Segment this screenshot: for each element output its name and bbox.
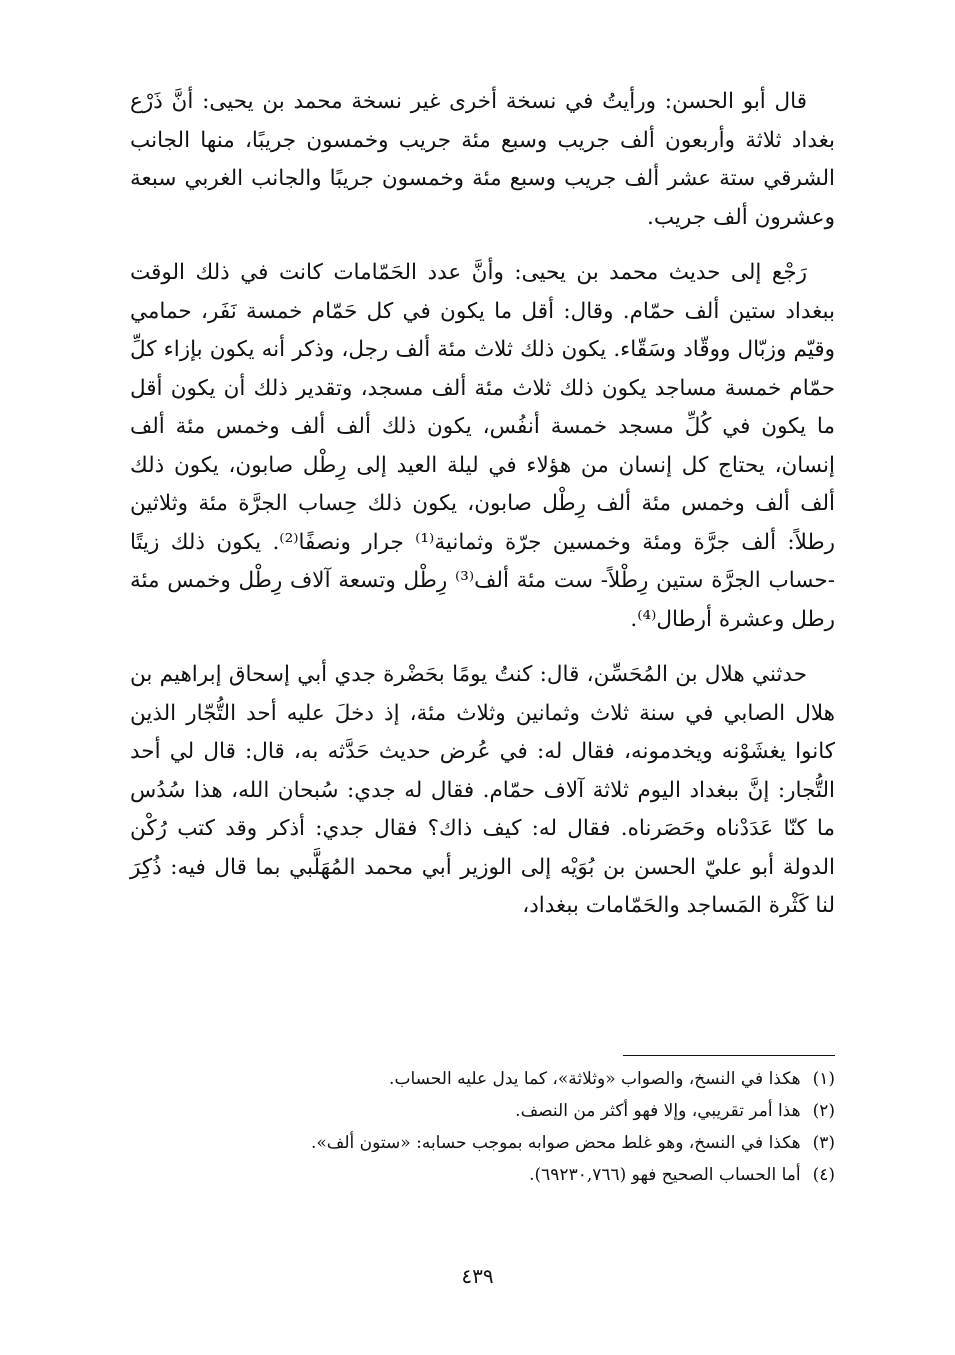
footnote-text: هذا أمر تقريبي، وإلا فهو أكثر من النصف. [515, 1101, 801, 1121]
paragraph-3: حدثني هلال بن المُحَسِّن، قال: كنتُ يومًا بحَضْرة جدي أبي إسحاق إبراهيم بن هلال الصابي في سنة ثلاث وثمانين وثلاث مئة، إذ دخلَ عليه أحد التُّجّار الذين كانوا يغشَوْنه ويخدمونه، فقال له: في عُرض حديث حَدَّثه به، قال: قال لي أحد التُّجار: إنَّ ببغداد اليوم ثلاثة آلاف حمّام. فقال له جدي: سُبحان الله، هذا سُدُس ما كنّا عَدَدْناه وحَصَرناه. فقال له: كيف ذاك؟ فقال جدي: أذكر وقد كتب رُكْن الدولة أبو عليّ الحسن بن بُوَيْه إلى الوزير أبي محمد المُهَلَّبي بما قال فيه: ذُكِرَ لنا كَثْرة المَساجد والحَمّامات ببغداد، [130, 662, 835, 918]
footnote-text: أما الحساب الصحيح فهو (٦٩٢٣٠,٧٦٦). [529, 1165, 801, 1185]
footnote-item [130, 1159, 835, 1191]
paragraph-1: قال أبو الحسن: ورأيتُ في نسخة أخرى غير نسخة محمد بن يحيى: أنَّ ذَرْع بغداد ثلاثة وأربعون ألف جريب وسبع مئة جريب وخمسون جريبًا، منها الجانب الشرقي ستة عشر ألف جريب وسبع مئة وخمسون جريبًا والجانب الغربي سبعة وعشرون ألف جريب. [130, 89, 835, 230]
footnote-separator [623, 1055, 835, 1056]
main-text [130, 83, 835, 926]
page-number: ٤٣٩ [461, 1264, 494, 1288]
footnote-number: (٤) [812, 1165, 835, 1185]
footnote-number: (٢) [812, 1101, 835, 1121]
footnote-text: هكذا في النسخ، والصواب «وثلاثة»، كما يدل عليه الحساب. [389, 1069, 801, 1089]
footnote-item [130, 1095, 835, 1127]
footnote-item [130, 1127, 835, 1159]
footnote-item [130, 1063, 835, 1095]
footnote-number: (١) [812, 1069, 835, 1089]
footnote-number: (٣) [812, 1133, 835, 1153]
footnote-text: هكذا في النسخ، وهو غلط محض صوابه بموجب حسابه: «ستون ألف». [310, 1133, 801, 1153]
paragraph-2: رَجْع إلى حديث محمد بن يحيى: وأنَّ عدد الحَمّامات كانت في ذلك الوقت ببغداد ستين ألف حمّام. وقال: أقل ما يكون في كل حَمّام خمسة نَفَر، حمامي وقيّم وزبّال ووقّاد وسَقّاء. يكون ذلك ثلاث مئة ألف رجل، وذكر أنه يكون بإزاء كلِّ حمّام خمسة مساجد يكون ذلك ثلاث مئة ألف مسجد، وتقدير ذلك أن يكون أقل ما يكون في كُلِّ مسجد خمسة أنفُس، يكون ذلك ألف ألف وخمس مئة ألف إنسان، يحتاج كل إنسان من هؤلاء في ليلة العيد إلى رِطْل صابون، يكون ذلك ألف ألف وخمس مئة ألف رِطْل صابون، يكون ذلك حِساب الجرَّة مئة وثلاثين رطلاً: ألف جرَّة ومئة وخمسين جرّة وثمانية⁽¹⁾ جرار ونصفًا⁽²⁾. يكون ذلك زيتًا -حساب الجرَّة ستين رِطْلاً- ست مئة ألف⁽³⁾ رِطْل وتسعة آلاف رِطْل وخمس مئة رطل وعشرة أرطال⁽⁴⁾. [130, 260, 835, 632]
footnotes-list [130, 1063, 835, 1191]
